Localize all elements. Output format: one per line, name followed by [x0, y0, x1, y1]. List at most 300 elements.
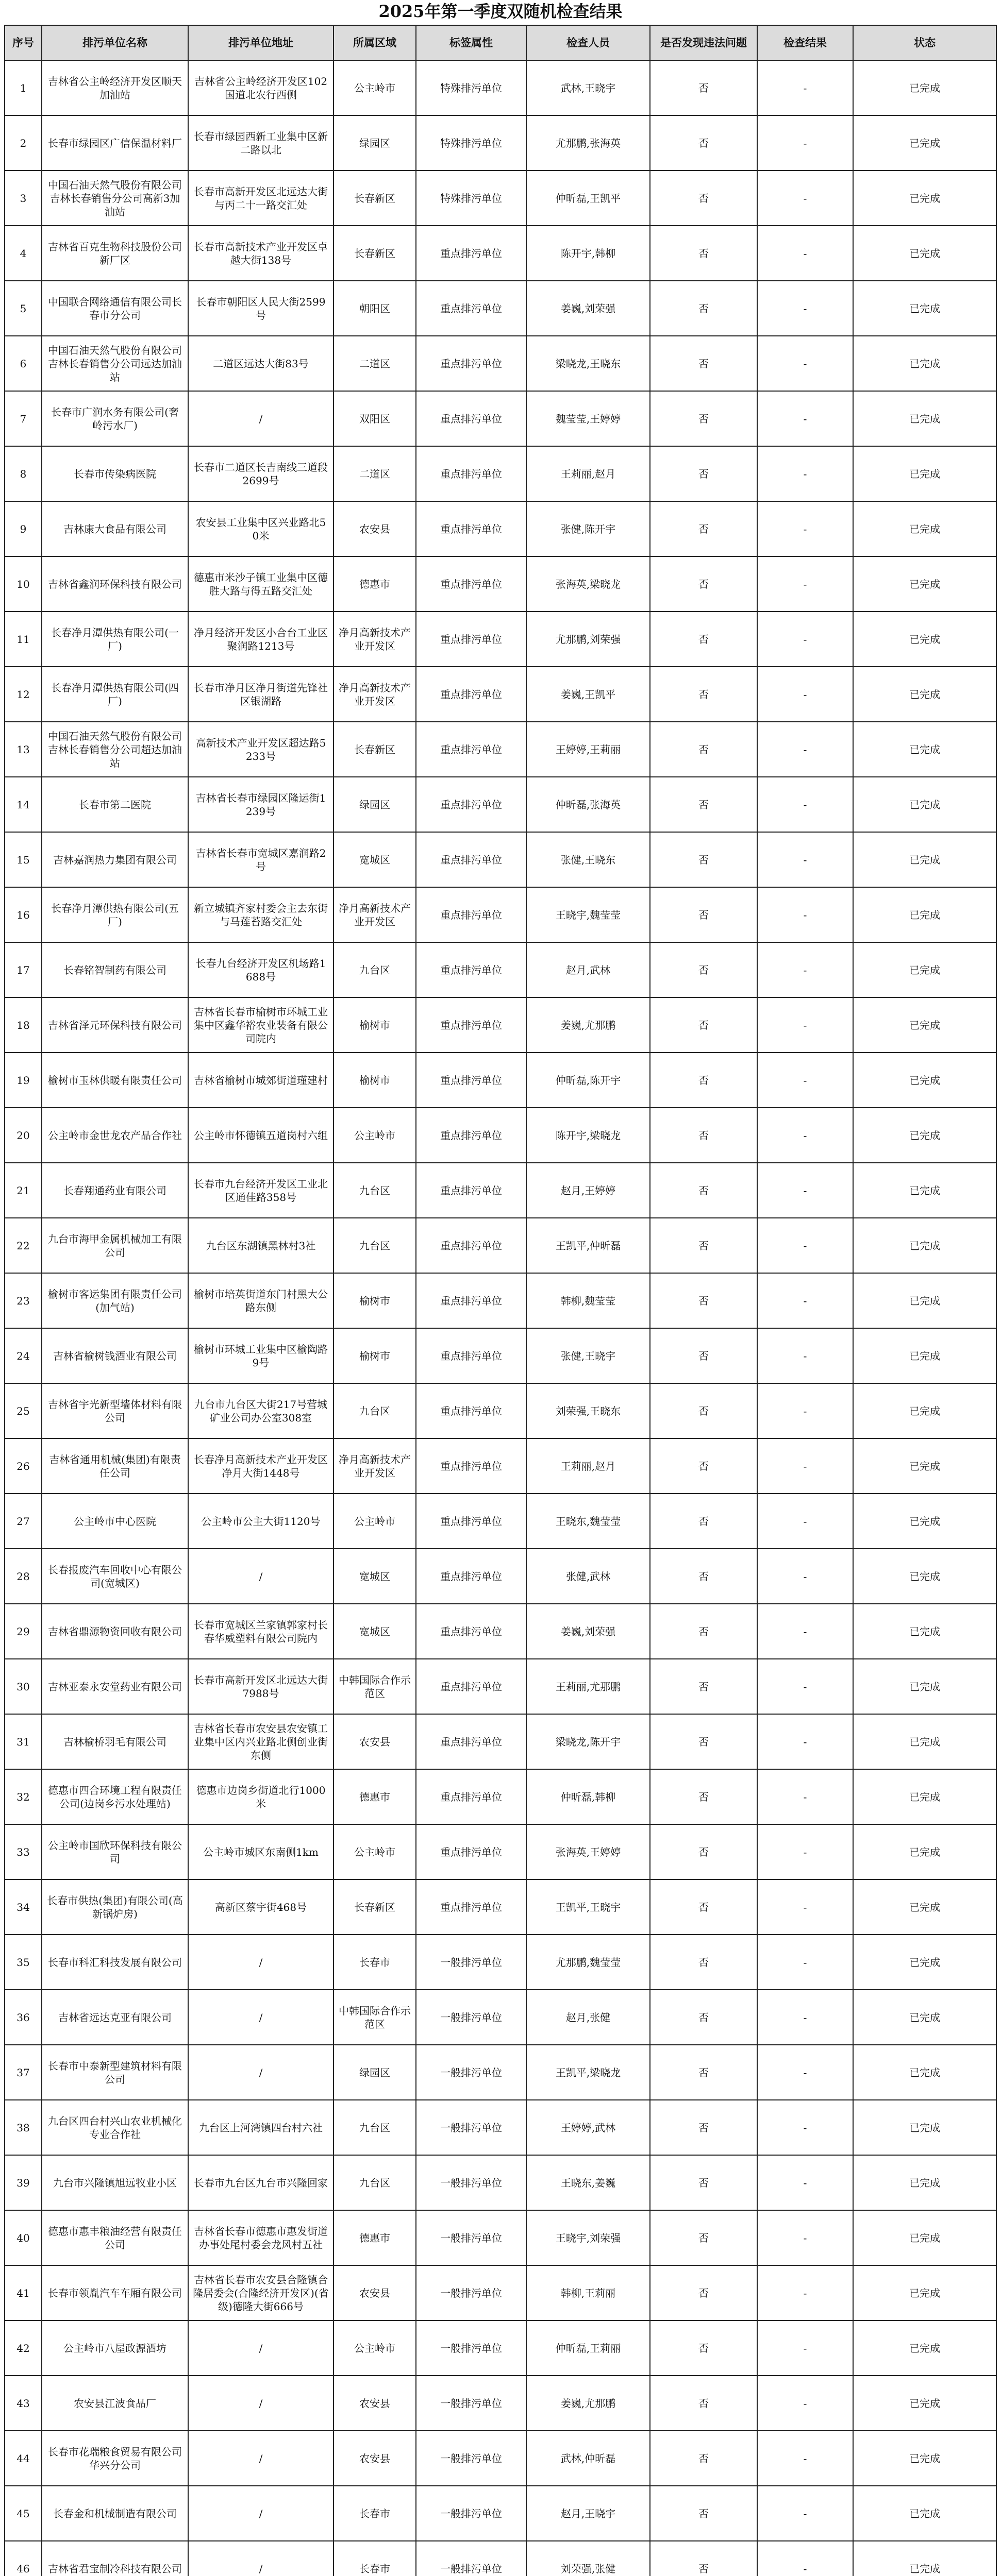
cell-unit-name: 中国石油天然气股份有限公司吉林长春销售分公司远达加油站 [42, 336, 188, 391]
cell-inspectors: 尤那鹏,魏莹莹 [526, 1935, 650, 1990]
cell-unit-address: 净月经济开发区小合台工业区聚润路1213号 [188, 612, 333, 667]
table-row [5, 2376, 996, 2431]
cell-unit-address: 德惠市米沙子镇工业集中区德胜大路与得五路交汇处 [188, 556, 333, 612]
cell-unit-address: / [188, 2431, 333, 2486]
cell-violation-found: 否 [650, 2431, 757, 2486]
cell-violation-found: 否 [650, 556, 757, 612]
cell-tag: 一般排污单位 [416, 1935, 526, 1990]
cell-violation-found: 否 [650, 2045, 757, 2100]
cell-region: 中韩国际合作示范区 [333, 1990, 416, 2045]
table-row [5, 446, 996, 501]
cell-index: 41 [5, 2265, 42, 2320]
table-row [5, 1714, 996, 1769]
cell-region: 公主岭市 [333, 60, 416, 115]
cell-violation-found: 否 [650, 667, 757, 722]
cell-tag: 重点排污单位 [416, 391, 526, 446]
cell-region: 净月高新技术产业开发区 [333, 612, 416, 667]
cell-result: - [757, 1824, 853, 1879]
cell-violation-found: 否 [650, 1604, 757, 1659]
table-row [5, 501, 996, 556]
cell-unit-address: / [188, 2320, 333, 2376]
cell-result: - [757, 115, 853, 171]
cell-tag: 一般排污单位 [416, 2265, 526, 2320]
cell-inspectors: 姜巍,刘荣强 [526, 1604, 650, 1659]
cell-inspectors: 姜巍,刘荣强 [526, 281, 650, 336]
cell-inspectors: 武林,王晓宇 [526, 60, 650, 115]
cell-status: 已完成 [853, 2486, 996, 2541]
cell-inspectors: 王莉丽,尤那鹏 [526, 1659, 650, 1714]
table-row [5, 1769, 996, 1824]
cell-inspectors: 王晓宇,刘荣强 [526, 2210, 650, 2265]
cell-inspectors: 韩柳,魏莹莹 [526, 1273, 650, 1328]
cell-result: - [757, 997, 853, 1053]
cell-status: 已完成 [853, 391, 996, 446]
cell-index: 43 [5, 2376, 42, 2431]
cell-index: 16 [5, 887, 42, 942]
cell-region: 净月高新技术产业开发区 [333, 1438, 416, 1494]
cell-status: 已完成 [853, 1328, 996, 1383]
cell-tag: 重点排污单位 [416, 556, 526, 612]
cell-result: - [757, 1935, 853, 1990]
cell-tag: 一般排污单位 [416, 2210, 526, 2265]
cell-unit-address: / [188, 2045, 333, 2100]
cell-region: 公主岭市 [333, 2320, 416, 2376]
cell-inspectors: 王婷婷,武林 [526, 2100, 650, 2155]
cell-region: 德惠市 [333, 1769, 416, 1824]
cell-unit-name: 吉林省百克生物科技股份公司新厂区 [42, 226, 188, 281]
table-row [5, 391, 996, 446]
cell-violation-found: 否 [650, 1218, 757, 1273]
cell-tag: 重点排污单位 [416, 1494, 526, 1549]
cell-result: - [757, 2210, 853, 2265]
cell-region: 九台区 [333, 1383, 416, 1438]
cell-index: 2 [5, 115, 42, 171]
cell-index: 15 [5, 832, 42, 887]
cell-violation-found: 否 [650, 997, 757, 1053]
cell-unit-address: 吉林省公主岭经济开发区102国道北农行西侧 [188, 60, 333, 115]
cell-unit-address: 长春净月高新技术产业开发区净月大街1448号 [188, 1438, 333, 1494]
cell-region: 农安县 [333, 2376, 416, 2431]
cell-unit-name: 九台市兴隆镇旭远牧业小区 [42, 2155, 188, 2210]
cell-tag: 重点排污单位 [416, 942, 526, 997]
cell-region: 德惠市 [333, 2210, 416, 2265]
cell-tag: 重点排污单位 [416, 226, 526, 281]
col-header-violation-found: 是否发现违法问题 [650, 25, 757, 60]
cell-inspectors: 仲昕磊,王莉丽 [526, 2320, 650, 2376]
cell-inspectors: 梁晓龙,陈开宇 [526, 1714, 650, 1769]
cell-tag: 重点排污单位 [416, 1824, 526, 1879]
cell-status: 已完成 [853, 1769, 996, 1824]
cell-unit-name: 吉林省君宝制冷科技有限公司 [42, 2541, 188, 2576]
cell-violation-found: 否 [650, 1108, 757, 1163]
cell-inspectors: 姜巍,王凯平 [526, 667, 650, 722]
cell-index: 30 [5, 1659, 42, 1714]
cell-status: 已完成 [853, 446, 996, 501]
cell-unit-address: 九台区上河湾镇四台村六社 [188, 2100, 333, 2155]
cell-index: 18 [5, 997, 42, 1053]
cell-inspectors: 王莉丽,赵月 [526, 446, 650, 501]
cell-tag: 重点排污单位 [416, 1879, 526, 1935]
cell-tag: 一般排污单位 [416, 2376, 526, 2431]
cell-unit-name: 公主岭市国欣环保科技有限公司 [42, 1824, 188, 1879]
cell-index: 29 [5, 1604, 42, 1659]
cell-violation-found: 否 [650, 2100, 757, 2155]
cell-result: - [757, 1659, 853, 1714]
cell-unit-address: 吉林省长春市农安县农安镇工业集中区内兴业路北侧创业街东侧 [188, 1714, 333, 1769]
cell-violation-found: 否 [650, 1714, 757, 1769]
cell-violation-found: 否 [650, 2486, 757, 2541]
cell-result: - [757, 1218, 853, 1273]
cell-inspectors: 张健,陈开宇 [526, 501, 650, 556]
cell-index: 9 [5, 501, 42, 556]
cell-result: - [757, 1604, 853, 1659]
table-row [5, 1383, 996, 1438]
cell-unit-name: 吉林省通用机械(集团)有限责任公司 [42, 1438, 188, 1494]
cell-tag: 特殊排污单位 [416, 60, 526, 115]
cell-result: - [757, 2100, 853, 2155]
table-row [5, 832, 996, 887]
cell-inspectors: 仲昕磊,王凯平 [526, 171, 650, 226]
cell-index: 17 [5, 942, 42, 997]
cell-index: 45 [5, 2486, 42, 2541]
cell-violation-found: 否 [650, 391, 757, 446]
table-row [5, 281, 996, 336]
cell-status: 已完成 [853, 281, 996, 336]
cell-result: - [757, 226, 853, 281]
cell-region: 九台区 [333, 2155, 416, 2210]
cell-result: - [757, 2541, 853, 2576]
cell-inspectors: 王莉丽,赵月 [526, 1438, 650, 1494]
cell-unit-address: 吉林省长春市宽城区嘉润路2号 [188, 832, 333, 887]
cell-violation-found: 否 [650, 1769, 757, 1824]
cell-violation-found: 否 [650, 2210, 757, 2265]
cell-violation-found: 否 [650, 2541, 757, 2576]
cell-status: 已完成 [853, 722, 996, 777]
cell-unit-name: 长春市第二医院 [42, 777, 188, 832]
cell-index: 35 [5, 1935, 42, 1990]
cell-violation-found: 否 [650, 281, 757, 336]
cell-unit-address: 长春市朝阳区人民大街2599号 [188, 281, 333, 336]
cell-status: 已完成 [853, 226, 996, 281]
cell-status: 已完成 [853, 2210, 996, 2265]
cell-result: - [757, 2376, 853, 2431]
cell-status: 已完成 [853, 2431, 996, 2486]
cell-tag: 重点排污单位 [416, 501, 526, 556]
cell-status: 已完成 [853, 1108, 996, 1163]
cell-region: 长春新区 [333, 722, 416, 777]
inspection-results-table [4, 25, 997, 2576]
cell-violation-found: 否 [650, 1328, 757, 1383]
cell-region: 榆树市 [333, 997, 416, 1053]
cell-status: 已完成 [853, 1273, 996, 1328]
cell-result: - [757, 1108, 853, 1163]
cell-region: 二道区 [333, 446, 416, 501]
cell-status: 已完成 [853, 2376, 996, 2431]
cell-result: - [757, 2155, 853, 2210]
cell-status: 已完成 [853, 1218, 996, 1273]
cell-tag: 一般排污单位 [416, 2045, 526, 2100]
cell-region: 绿园区 [333, 115, 416, 171]
cell-index: 31 [5, 1714, 42, 1769]
cell-status: 已完成 [853, 1714, 996, 1769]
table-row [5, 1824, 996, 1879]
cell-tag: 重点排污单位 [416, 832, 526, 887]
table-row [5, 1494, 996, 1549]
cell-inspectors: 赵月,武林 [526, 942, 650, 997]
cell-status: 已完成 [853, 556, 996, 612]
cell-unit-name: 德惠市惠丰粮油经营有限责任公司 [42, 2210, 188, 2265]
cell-index: 44 [5, 2431, 42, 2486]
cell-tag: 一般排污单位 [416, 1990, 526, 2045]
cell-tag: 重点排污单位 [416, 336, 526, 391]
cell-inspectors: 姜巍,尤那鹏 [526, 2376, 650, 2431]
cell-index: 37 [5, 2045, 42, 2100]
col-header-region: 所属区域 [333, 25, 416, 60]
cell-result: - [757, 60, 853, 115]
cell-status: 已完成 [853, 2541, 996, 2576]
cell-status: 已完成 [853, 1383, 996, 1438]
cell-index: 46 [5, 2541, 42, 2576]
cell-violation-found: 否 [650, 1549, 757, 1604]
cell-unit-name: 长春市广润水务有限公司(奢岭污水厂) [42, 391, 188, 446]
cell-status: 已完成 [853, 1935, 996, 1990]
cell-unit-name: 长春净月潭供热有限公司(五厂) [42, 887, 188, 942]
cell-index: 25 [5, 1383, 42, 1438]
cell-result: - [757, 501, 853, 556]
cell-region: 净月高新技术产业开发区 [333, 887, 416, 942]
cell-tag: 一般排污单位 [416, 2100, 526, 2155]
cell-violation-found: 否 [650, 612, 757, 667]
table-row [5, 612, 996, 667]
cell-status: 已完成 [853, 2265, 996, 2320]
cell-violation-found: 否 [650, 1824, 757, 1879]
cell-result: - [757, 942, 853, 997]
cell-unit-name: 长春市绿园区广信保温材料厂 [42, 115, 188, 171]
cell-unit-name: 德惠市四合环境工程有限责任公司(边岗乡污水处理站) [42, 1769, 188, 1824]
cell-result: - [757, 1328, 853, 1383]
table-row [5, 777, 996, 832]
cell-region: 九台区 [333, 1163, 416, 1218]
cell-unit-name: 吉林榆桥羽毛有限公司 [42, 1714, 188, 1769]
cell-status: 已完成 [853, 1659, 996, 1714]
cell-unit-address: 长春市净月区净月街道先锋社区银湖路 [188, 667, 333, 722]
cell-tag: 重点排污单位 [416, 446, 526, 501]
cell-region: 绿园区 [333, 2045, 416, 2100]
cell-violation-found: 否 [650, 1935, 757, 1990]
cell-index: 7 [5, 391, 42, 446]
cell-status: 已完成 [853, 501, 996, 556]
report-title: 2025年第一季度双随机检查结果 [378, 2, 623, 21]
cell-region: 宽城区 [333, 1549, 416, 1604]
cell-unit-name: 长春净月潭供热有限公司(一厂) [42, 612, 188, 667]
cell-unit-address: / [188, 1549, 333, 1604]
cell-unit-address: 长春市高新开发区北远达大街7988号 [188, 1659, 333, 1714]
cell-region: 农安县 [333, 501, 416, 556]
cell-region: 德惠市 [333, 556, 416, 612]
cell-unit-name: 长春市供热(集团)有限公司(高新锅炉房) [42, 1879, 188, 1935]
cell-result: - [757, 887, 853, 942]
cell-unit-name: 公主岭市中心医院 [42, 1494, 188, 1549]
table-row [5, 722, 996, 777]
cell-tag: 重点排污单位 [416, 1549, 526, 1604]
cell-status: 已完成 [853, 60, 996, 115]
table-row [5, 171, 996, 226]
table-row [5, 1659, 996, 1714]
cell-unit-name: 农安县江波食品厂 [42, 2376, 188, 2431]
cell-inspectors: 仲昕磊,韩柳 [526, 1769, 650, 1824]
cell-region: 净月高新技术产业开发区 [333, 667, 416, 722]
cell-status: 已完成 [853, 612, 996, 667]
cell-region: 中韩国际合作示范区 [333, 1659, 416, 1714]
cell-unit-name: 吉林省宇光新型墙体材料有限公司 [42, 1383, 188, 1438]
cell-inspectors: 王晓东,魏莹莹 [526, 1494, 650, 1549]
cell-unit-name: 九台区四台村兴山农业机械化专业合作社 [42, 2100, 188, 2155]
cell-tag: 重点排污单位 [416, 281, 526, 336]
cell-index: 22 [5, 1218, 42, 1273]
cell-region: 长春市 [333, 2541, 416, 2576]
table-row [5, 667, 996, 722]
cell-inspectors: 武林,仲昕磊 [526, 2431, 650, 2486]
cell-tag: 重点排污单位 [416, 1383, 526, 1438]
table-row [5, 115, 996, 171]
cell-inspectors: 仲昕磊,张海英 [526, 777, 650, 832]
cell-unit-name: 长春市花瑞粮食贸易有限公司华兴分公司 [42, 2431, 188, 2486]
cell-violation-found: 否 [650, 722, 757, 777]
cell-result: - [757, 336, 853, 391]
cell-result: - [757, 1163, 853, 1218]
cell-unit-name: 公主岭市八屋政源酒坊 [42, 2320, 188, 2376]
cell-unit-address: 长春市九台区九台市兴隆回家 [188, 2155, 333, 2210]
cell-inspectors: 魏莹莹,王婷婷 [526, 391, 650, 446]
cell-violation-found: 否 [650, 1879, 757, 1935]
cell-unit-name: 长春铭智制药有限公司 [42, 942, 188, 997]
cell-index: 23 [5, 1273, 42, 1328]
cell-violation-found: 否 [650, 2155, 757, 2210]
cell-status: 已完成 [853, 777, 996, 832]
cell-index: 13 [5, 722, 42, 777]
cell-index: 12 [5, 667, 42, 722]
table-row [5, 1218, 996, 1273]
table-row [5, 1604, 996, 1659]
cell-status: 已完成 [853, 2320, 996, 2376]
cell-index: 19 [5, 1053, 42, 1108]
cell-inspectors: 张健,王晓宇 [526, 1328, 650, 1383]
table-row [5, 887, 996, 942]
cell-region: 公主岭市 [333, 1824, 416, 1879]
cell-result: - [757, 2486, 853, 2541]
table-row [5, 1163, 996, 1218]
table-row [5, 1328, 996, 1383]
cell-unit-address: 长春九台经济开发区机场路1688号 [188, 942, 333, 997]
cell-inspectors: 赵月,张健 [526, 1990, 650, 2045]
cell-status: 已完成 [853, 1879, 996, 1935]
cell-inspectors: 王凯平,王晓宇 [526, 1879, 650, 1935]
cell-unit-address: 吉林省榆树市城郊街道瑾建村 [188, 1053, 333, 1108]
cell-status: 已完成 [853, 1604, 996, 1659]
cell-region: 长春市 [333, 2486, 416, 2541]
table-row [5, 226, 996, 281]
cell-index: 36 [5, 1990, 42, 2045]
cell-result: - [757, 612, 853, 667]
cell-violation-found: 否 [650, 501, 757, 556]
cell-inspectors: 陈开宇,韩柳 [526, 226, 650, 281]
cell-status: 已完成 [853, 115, 996, 171]
cell-unit-address: 吉林省长春市农安县合隆镇合隆居委会(合隆经济开发区)(省级)德隆大街666号 [188, 2265, 333, 2320]
table-row [5, 2155, 996, 2210]
cell-inspectors: 张海英,梁晓龙 [526, 556, 650, 612]
cell-violation-found: 否 [650, 2376, 757, 2431]
cell-unit-address: 高新区蔡宇街468号 [188, 1879, 333, 1935]
table-row [5, 2045, 996, 2100]
col-header-unit-name: 排污单位名称 [42, 25, 188, 60]
cell-region: 朝阳区 [333, 281, 416, 336]
cell-result: - [757, 1714, 853, 1769]
col-header-unit-address: 排污单位地址 [188, 25, 333, 60]
cell-unit-address: 公主岭市怀德镇五道岗村六组 [188, 1108, 333, 1163]
table-row [5, 2265, 996, 2320]
cell-unit-address: 长春市高新技术产业开发区卓越大街138号 [188, 226, 333, 281]
cell-unit-name: 吉林省远达克亚有限公司 [42, 1990, 188, 2045]
cell-index: 39 [5, 2155, 42, 2210]
cell-unit-name: 吉林嘉润热力集团有限公司 [42, 832, 188, 887]
cell-violation-found: 否 [650, 1659, 757, 1714]
cell-unit-address: 长春市高新开发区北远达大街与丙二十一路交汇处 [188, 171, 333, 226]
col-header-result: 检查结果 [757, 25, 853, 60]
cell-violation-found: 否 [650, 1990, 757, 2045]
cell-result: - [757, 777, 853, 832]
cell-tag: 特殊排污单位 [416, 171, 526, 226]
cell-unit-name: 长春净月潭供热有限公司(四厂) [42, 667, 188, 722]
cell-unit-name: 中国石油天然气股份有限公司吉林长春销售分公司高新3加油站 [42, 171, 188, 226]
cell-unit-address: 公主岭市城区东南侧1km [188, 1824, 333, 1879]
cell-unit-name: 吉林康大食品有限公司 [42, 501, 188, 556]
cell-inspectors: 张健,王晓东 [526, 832, 650, 887]
table-row [5, 1273, 996, 1328]
cell-status: 已完成 [853, 2100, 996, 2155]
cell-status: 已完成 [853, 2045, 996, 2100]
col-header-status: 状态 [853, 25, 996, 60]
cell-index: 11 [5, 612, 42, 667]
cell-region: 双阳区 [333, 391, 416, 446]
cell-unit-address: / [188, 2376, 333, 2431]
cell-index: 32 [5, 1769, 42, 1824]
cell-region: 九台区 [333, 942, 416, 997]
cell-unit-name: 吉林省公主岭经济开发区顺天加油站 [42, 60, 188, 115]
cell-index: 14 [5, 777, 42, 832]
cell-inspectors: 韩柳,王莉丽 [526, 2265, 650, 2320]
cell-unit-address: 德惠市边岗乡街道北行1000米 [188, 1769, 333, 1824]
cell-result: - [757, 2431, 853, 2486]
table-row [5, 1935, 996, 1990]
cell-region: 榆树市 [333, 1273, 416, 1328]
cell-unit-name: 长春金和机械制造有限公司 [42, 2486, 188, 2541]
cell-inspectors: 王凯平,梁晓龙 [526, 2045, 650, 2100]
cell-index: 24 [5, 1328, 42, 1383]
cell-region: 宽城区 [333, 1604, 416, 1659]
cell-tag: 一般排污单位 [416, 2155, 526, 2210]
cell-unit-address: / [188, 1990, 333, 2045]
cell-inspectors: 赵月,王晓宇 [526, 2486, 650, 2541]
cell-inspectors: 王婷婷,王莉丽 [526, 722, 650, 777]
cell-violation-found: 否 [650, 1163, 757, 1218]
cell-result: - [757, 1273, 853, 1328]
cell-violation-found: 否 [650, 171, 757, 226]
cell-tag: 重点排污单位 [416, 1438, 526, 1494]
cell-tag: 重点排污单位 [416, 1714, 526, 1769]
cell-tag: 特殊排污单位 [416, 115, 526, 171]
cell-region: 九台区 [333, 2100, 416, 2155]
cell-unit-address: 九台市九台区大街217号营城矿业公司办公室308室 [188, 1383, 333, 1438]
